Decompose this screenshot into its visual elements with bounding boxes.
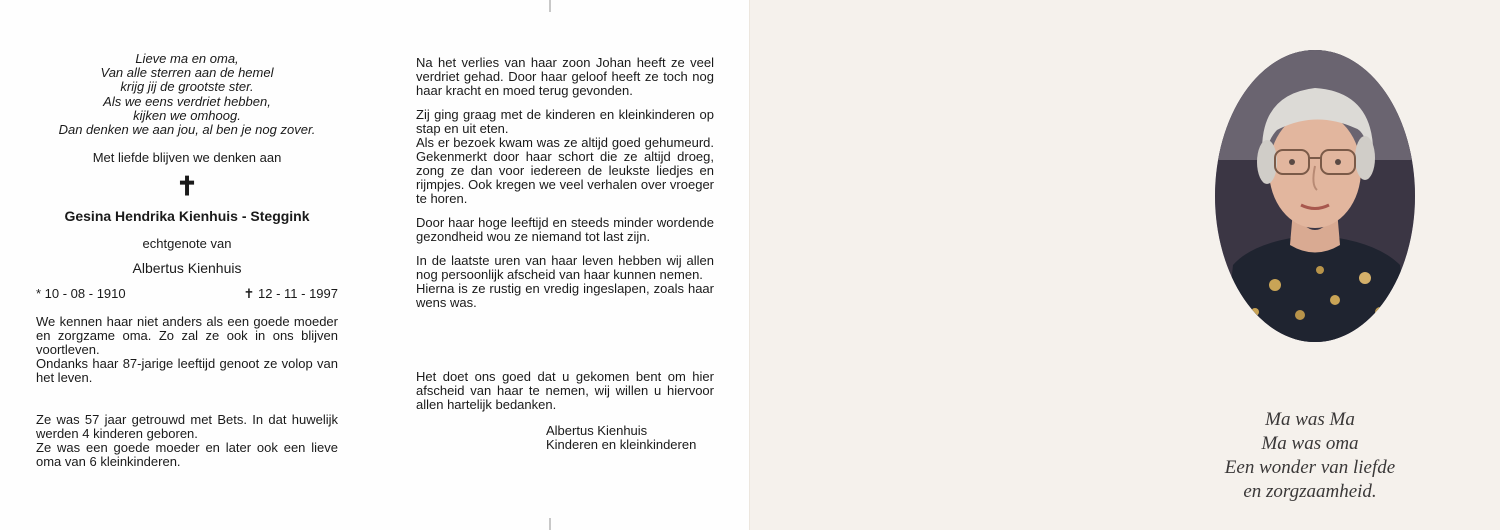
paragraph: Hierna is ze rustig en vredig ingeslapen, zoals haar wens was.	[416, 281, 714, 310]
right-column	[416, 56, 714, 452]
portrait-illustration	[1215, 50, 1415, 342]
memorial-poem	[36, 52, 338, 137]
paragraph: Ze was een goede moeder en later ook een lieve oma van 6 kleinkinderen.	[36, 440, 338, 470]
paragraph: Door haar hoge leeftijd en steeds minder wordende gezondheid wou ze niemand tot last zijn.	[416, 215, 714, 244]
paragraph: Na het verlies van haar zoon Johan heeft ze veel verdriet gehad. Door haar geloof heeft ze toch nog haar kracht en moed terug gevonden.	[416, 55, 714, 98]
life-dates	[36, 287, 338, 301]
spouse-name: Albertus Kienhuis	[132, 260, 242, 277]
portrait-photo	[1215, 50, 1415, 342]
verse-line: Een wonder van liefde	[1224, 457, 1396, 478]
deceased-name: Gesina Hendrika Kienhuis - Steggink	[64, 208, 310, 225]
poem-line: kijken we omhoog.	[133, 107, 241, 123]
signature-line: Kinderen en kleinkinderen	[546, 437, 697, 452]
paragraph: Als er bezoek kwam was ze altijd goed gehumeurd. Gekenmerkt door haar schort die ze altijd droeg, zong ze dan voor iedereen de leukste liedjes en rijmpjes. Ook kregen we veel verhalen over vroeger te horen.	[416, 135, 714, 206]
poem-line: Als we eens verdriet hebben,	[103, 93, 271, 109]
poem-line: Lieve ma en oma,	[135, 51, 239, 66]
cover-verse	[1190, 408, 1430, 504]
cover-page	[750, 0, 1500, 530]
poem-line: krijg jij de grootste ster.	[120, 79, 254, 95]
paragraph: In de laatste uren van haar leven hebben wij allen nog persoonlijk afscheid van haar kunnen nemen.	[416, 253, 714, 282]
cross-icon: ✝	[176, 171, 198, 202]
intro-text: Met liefde blijven we denken aan	[92, 150, 282, 166]
fold-mark	[549, 0, 551, 12]
paragraph: Zij ging graag met de kinderen en kleinkinderen op stap en uit eten.	[416, 107, 714, 136]
paragraph: Het doet ons goed dat u gekomen bent om hier afscheid van haar te nemen, wij willen u hiervoor allen hartelijk bedanken.	[416, 369, 714, 412]
poem-line: Dan denken we aan jou, al ben je nog zover.	[58, 122, 316, 138]
poem-line: Van alle sterren aan de hemel	[100, 65, 274, 81]
paragraph: Ondanks haar 87-jarige leeftijd genoot ze volop van het leven.	[36, 356, 338, 386]
birth-date: * 10 - 08 - 1910	[36, 286, 126, 302]
verse-line: en zorgzaamheid.	[1243, 481, 1377, 502]
paragraph: We kennen haar niet anders als een goede moeder en zorgzame oma. Zo zal ze ook in ons blijven voortleven.	[36, 314, 338, 358]
death-date: ✝ 12 - 11 - 1997	[243, 286, 338, 302]
left-column	[36, 52, 338, 469]
relation-text: echtgenote van	[142, 236, 232, 252]
fold-mark	[549, 518, 551, 530]
verse-line: Ma was oma	[1261, 433, 1359, 454]
verse-line: Ma was Ma	[1265, 409, 1355, 430]
paragraph: Ze was 57 jaar getrouwd met Bets. In dat huwelijk werden 4 kinderen geboren.	[36, 412, 338, 442]
signature-line: Albertus Kienhuis	[546, 423, 648, 438]
signature	[546, 424, 714, 452]
